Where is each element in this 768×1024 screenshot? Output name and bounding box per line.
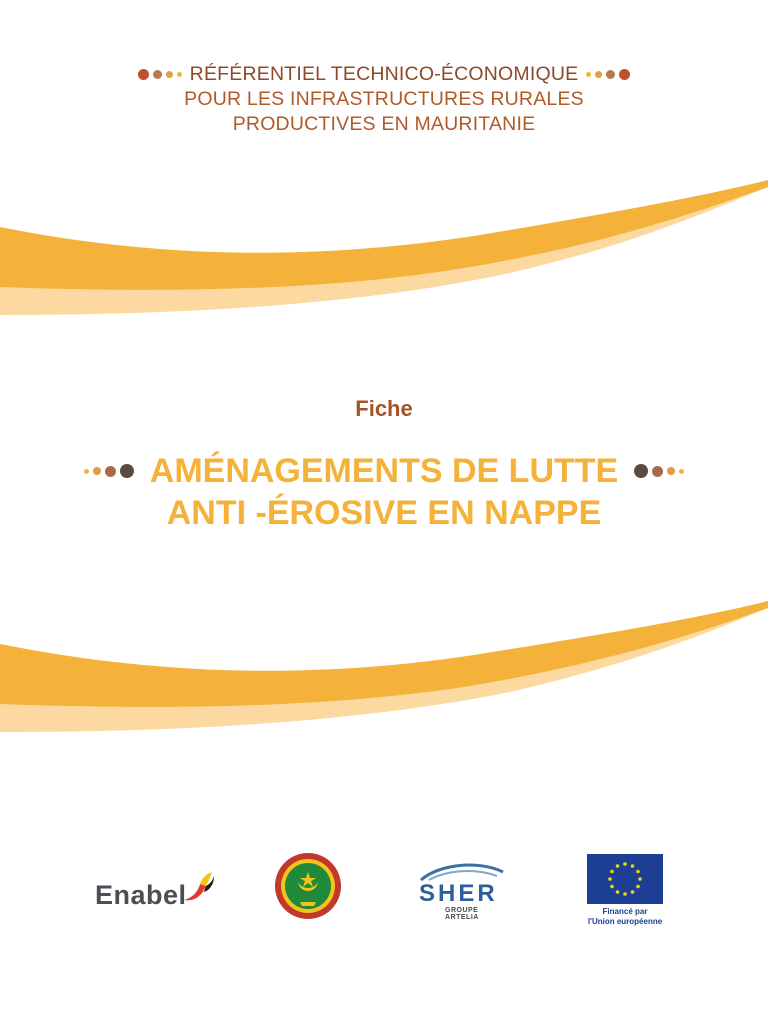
header-line-3: PRODUCTIVES EN MAURITANIE bbox=[232, 113, 536, 135]
enabel-wordmark: Enabel bbox=[95, 880, 187, 910]
header-line-1: RÉFÉRENTIEL TECHNICO-ÉCONOMIQUE bbox=[189, 63, 579, 85]
header-line-2: POUR LES INFRASTRUCTURES RURALES bbox=[184, 88, 584, 110]
decorative-dots-right bbox=[586, 69, 630, 80]
fiche-label: Fiche bbox=[355, 396, 413, 421]
enabel-logo bbox=[95, 868, 225, 918]
eu-logo bbox=[586, 854, 666, 934]
title-line-1: AMÉNAGEMENTS DE LUTTE bbox=[149, 452, 619, 490]
sher-arc-icon bbox=[419, 862, 505, 882]
eu-caption-line-1: Financé par bbox=[602, 907, 648, 916]
sher-logo bbox=[415, 862, 510, 922]
title-dots-right bbox=[634, 464, 684, 478]
document-header bbox=[0, 62, 768, 137]
eu-caption-line-2: l'Union européenne bbox=[587, 917, 663, 926]
decorative-dots-left bbox=[138, 69, 182, 80]
partner-logos bbox=[0, 850, 768, 930]
eu-flag-icon bbox=[587, 854, 663, 904]
title-line-2: ANTI -ÉROSIVE EN NAPPE bbox=[166, 494, 602, 532]
title-dots-left bbox=[84, 464, 134, 478]
bottom-swoosh bbox=[0, 598, 768, 738]
sher-subtitle: GROUPE ARTELIA bbox=[445, 907, 479, 921]
mauritania-emblem-icon bbox=[274, 850, 342, 922]
enabel-bird-icon bbox=[180, 870, 216, 908]
top-swoosh bbox=[0, 175, 768, 320]
document-title bbox=[0, 450, 768, 534]
sher-wordmark: SHER bbox=[419, 880, 498, 907]
